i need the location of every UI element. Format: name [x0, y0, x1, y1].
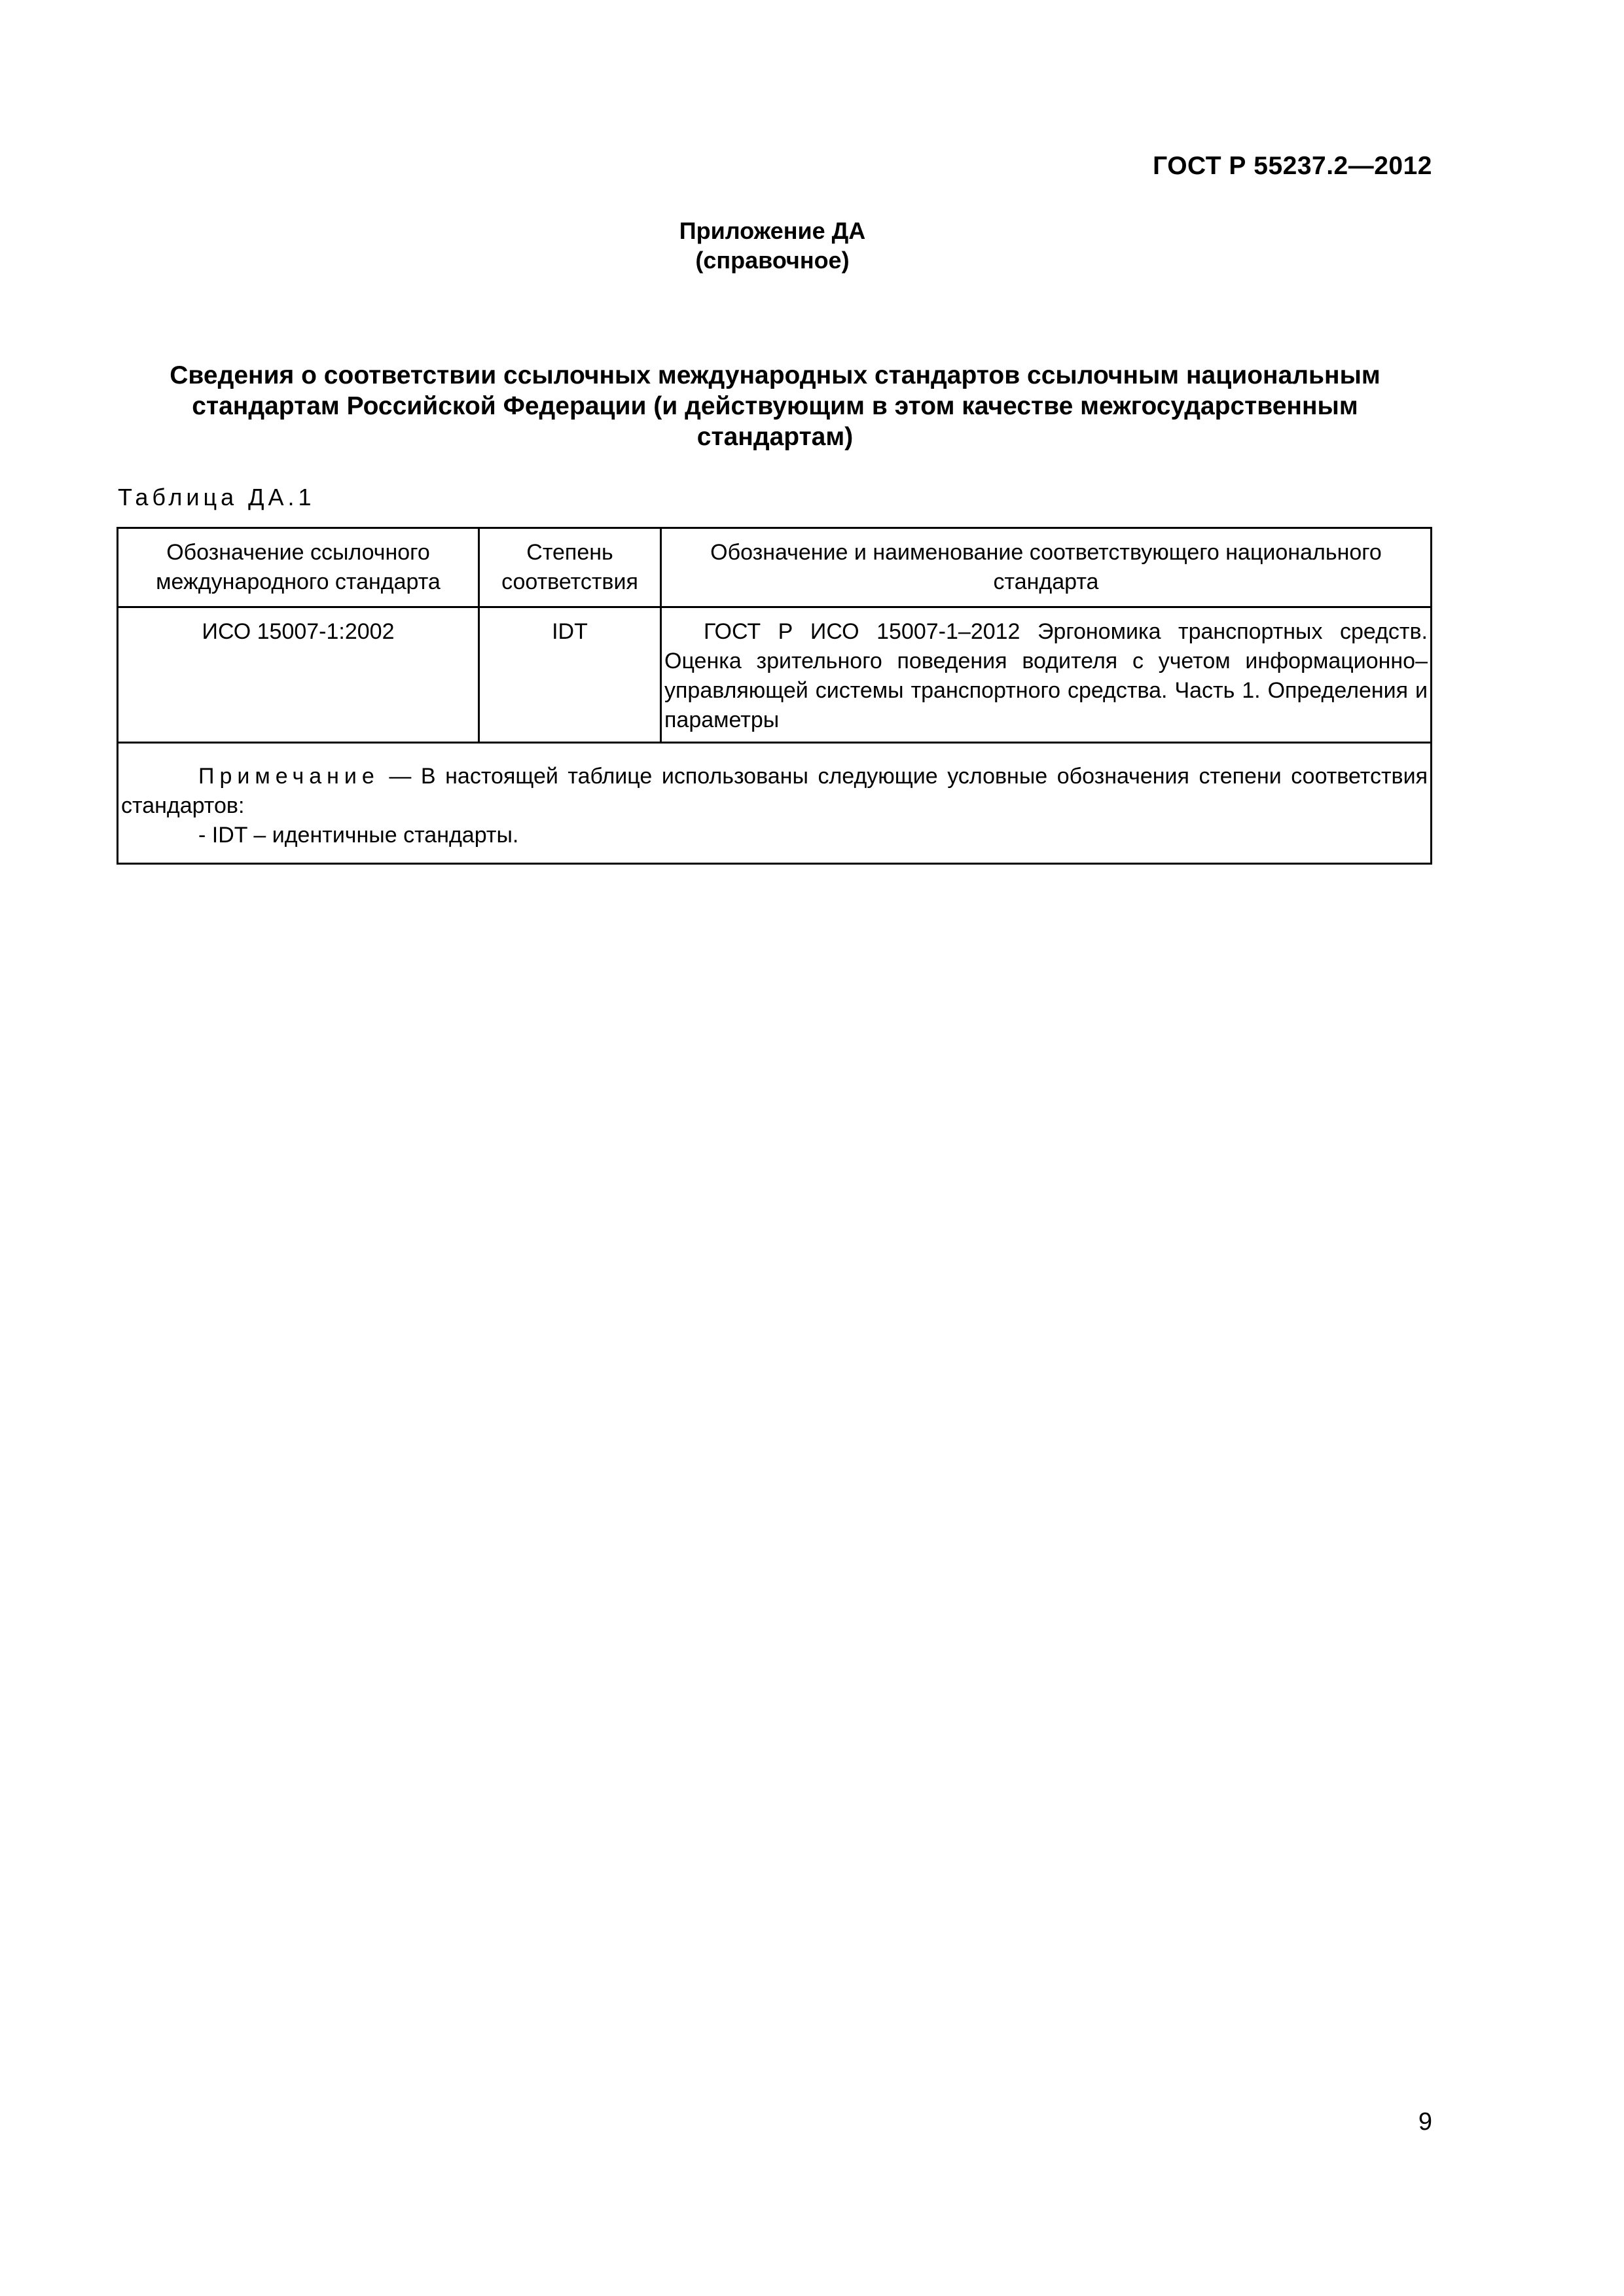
appendix-title: Приложение ДА [679, 217, 866, 244]
appendix-header [0, 216, 1545, 275]
column-header-national: Обозначение и наименование соответствующего национального стандарта [661, 528, 1432, 607]
table-label: Таблица ДА.1 [118, 484, 316, 511]
international-standard-cell: ИСО 15007-1:2002 [118, 607, 479, 743]
note-text: — В настоящей таблице использованы следующие условные обозначения степени соответствия стандартов: [121, 764, 1428, 818]
table-row [118, 607, 1432, 743]
section-heading: Сведения о соответствии ссылочных международных стандартов ссылочным национальным стандартам Российской Федерации (и действующим в этом качестве межгосударственным стандартам) [170, 361, 1380, 451]
correspondence-table [117, 527, 1432, 865]
table-note [118, 743, 1432, 864]
degree-cell: IDT [479, 607, 661, 743]
national-standard-cell: ГОСТ Р ИСО 15007-1–2012 Эргономика транспортных средств. Оценка зрительного поведения водителя с учетом информационно–управляющей системы транспортного средства. Часть 1. Определения и параметры [661, 607, 1432, 743]
appendix-subtitle: (справочное) [695, 247, 850, 274]
note-item: - IDT – идентичные стандарты. [198, 823, 519, 848]
column-header-international: Обозначение ссылочного международного стандарта [118, 528, 479, 607]
table-header-row [118, 528, 1432, 607]
column-header-degree: Степень соответствия [479, 528, 661, 607]
note-line [121, 762, 1428, 821]
document-code: ГОСТ Р 55237.2—2012 [1153, 152, 1432, 180]
note-label: Примечание [198, 764, 380, 789]
table-note-row [118, 743, 1432, 864]
page-number: 9 [1418, 2108, 1432, 2136]
